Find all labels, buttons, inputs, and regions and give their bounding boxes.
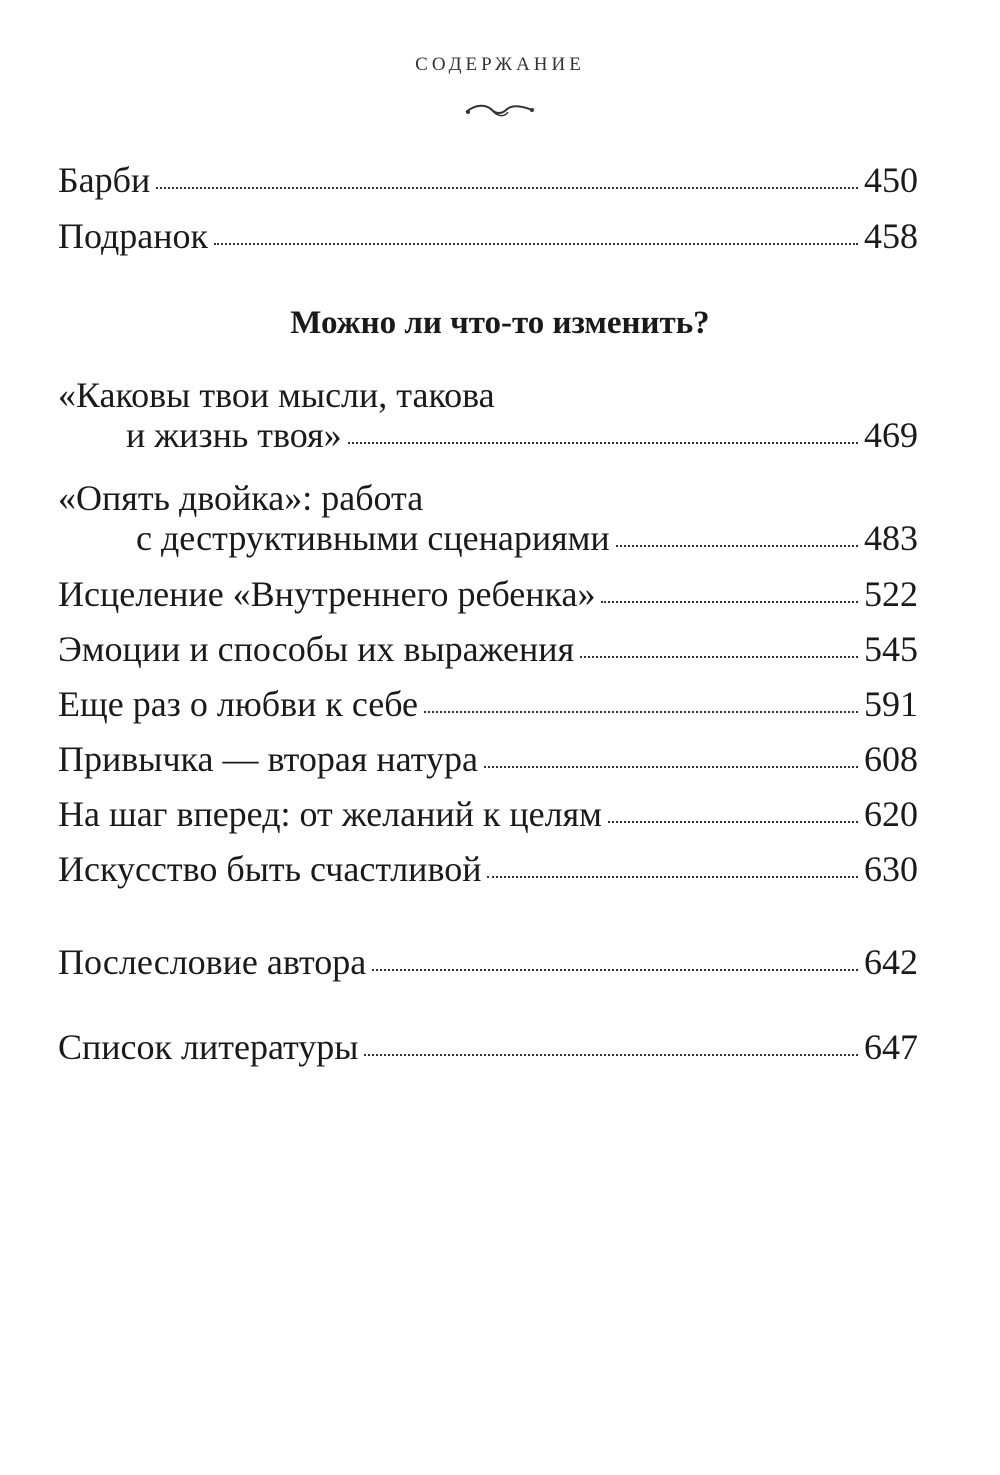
toc-entry[interactable] xyxy=(126,415,918,455)
dot-leader xyxy=(601,581,858,603)
dot-leader xyxy=(424,691,858,713)
toc-page-number: 545 xyxy=(864,629,918,669)
toc-entry-title: На шаг вперед: от желаний к целям xyxy=(58,794,602,834)
dot-leader xyxy=(580,636,858,658)
toc-page-number: 469 xyxy=(864,415,918,455)
toc-entry-title: Барби xyxy=(58,160,151,200)
dot-leader xyxy=(608,801,858,823)
toc-page-number: 647 xyxy=(864,1027,918,1067)
toc-entry[interactable] xyxy=(58,794,918,834)
toc-entry[interactable] xyxy=(58,942,918,982)
toc-entry[interactable] xyxy=(58,739,918,779)
dot-leader xyxy=(484,746,858,768)
toc-entry-title: Послесловие автора xyxy=(58,942,367,982)
toc-entry[interactable] xyxy=(58,574,918,614)
toc-entry-title: Список литературы xyxy=(58,1027,359,1067)
toc-entry[interactable] xyxy=(136,518,918,558)
toc-entry[interactable] xyxy=(58,629,918,669)
dot-leader xyxy=(156,167,858,189)
toc-entry-title: Подранок xyxy=(58,216,209,256)
toc-page-number: 458 xyxy=(864,216,918,256)
toc-entry-title: Исцеление «Внутреннего ребенка» xyxy=(58,574,596,614)
toc-entry-title: с деструктивными сценариями xyxy=(136,518,610,558)
toc-page-number: 630 xyxy=(864,849,918,889)
toc-entry[interactable] xyxy=(58,1027,918,1067)
toc-entry-title-first-line[interactable]: «Каковы твои мысли, такова xyxy=(58,375,495,415)
toc-page-number: 450 xyxy=(864,160,918,200)
toc-entry-title: Искусство быть счастливой xyxy=(58,849,482,889)
dot-leader xyxy=(214,223,858,245)
section-heading: Можно ли что-то изменить? xyxy=(290,305,710,341)
dot-leader xyxy=(487,856,858,878)
toc-page-number: 522 xyxy=(864,574,918,614)
toc-page-number: 642 xyxy=(864,942,918,982)
toc-entry-title: и жизнь твоя» xyxy=(126,415,342,455)
toc-entry[interactable] xyxy=(58,160,918,200)
toc-entry-title: Еще раз о любви к себе xyxy=(58,684,419,724)
toc-entry-title: Эмоции и способы их выражения xyxy=(58,629,575,669)
toc-entry-title-first-line[interactable]: «Опять двойка»: работа xyxy=(58,478,424,518)
toc-entry-title: Привычка — вторая натура xyxy=(58,739,478,779)
dot-leader xyxy=(364,1034,858,1056)
toc-page-number: 620 xyxy=(864,794,918,834)
running-head: СОДЕРЖАНИЕ xyxy=(415,54,585,75)
toc-page-number: 483 xyxy=(864,518,918,558)
toc-page-number: 591 xyxy=(864,684,918,724)
toc-entry[interactable] xyxy=(58,849,918,889)
toc-entry[interactable] xyxy=(58,216,918,256)
dot-leader xyxy=(616,525,858,547)
toc-page-number: 608 xyxy=(864,739,918,779)
dot-leader xyxy=(348,422,858,444)
dot-leader xyxy=(372,949,858,971)
toc-entry[interactable] xyxy=(58,684,918,724)
